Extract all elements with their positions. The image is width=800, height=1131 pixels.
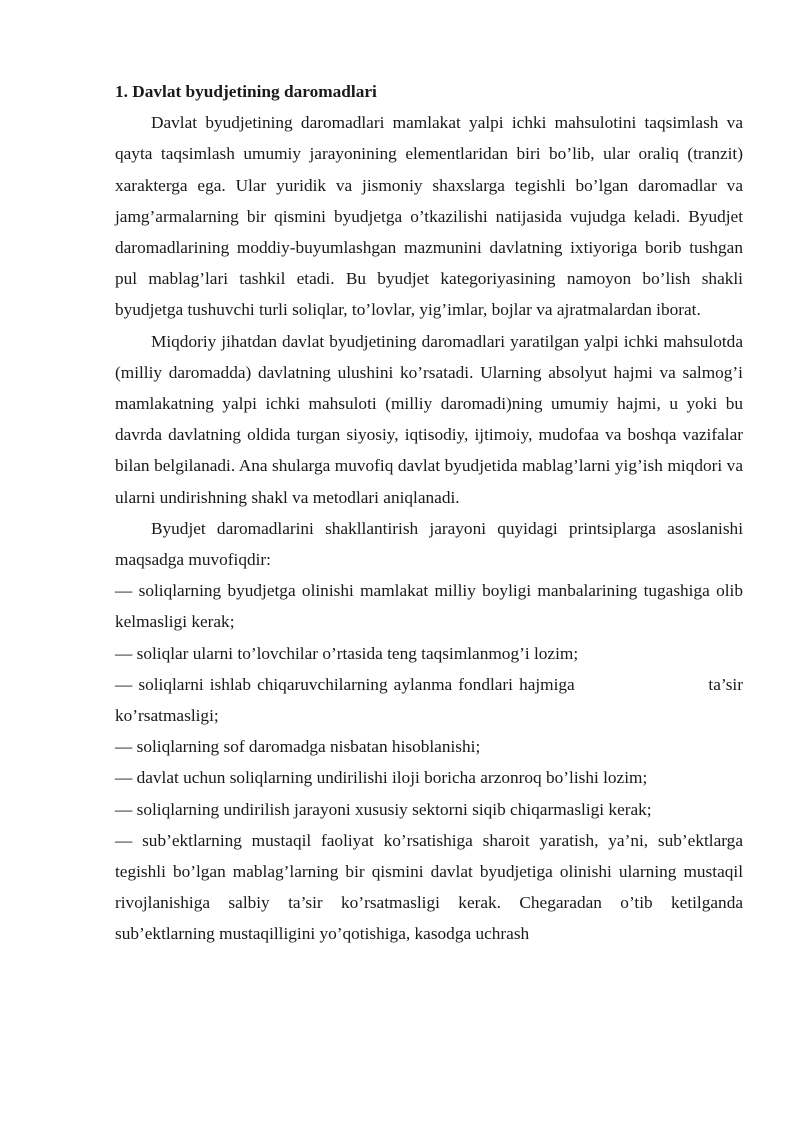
list-item: — davlat uchun soliqlarning undirilishi iloji boricha arzonroq bo’lishi lozim; [115,768,648,788]
paragraph-quantitative-aspect: Miqdoriy jihatdan davlat byudjetining daromadlari yaratilgan yalpi ichki mahsulotda (milliy daromadda) davlatning ulushini ko’rsatadi. Ularning absolyut hajmi va salmog’i mamlakatning yalpi ichki mahsuloti (milliy daromadi)ning umumiy hajmi, u yoki bu davrda davlatning oldida turgan siyosiy, iqtisodiy, ijtimoiy, mudofaa va boshqa vazifalar bilan belgilanadi. Ana shularga muvofiq davlat byudjetida mablag’larni yig’ish miqdori va ularni undirishning shakl va metodlari aniqlanadi. [115,331,743,507]
list-item: — soliqlarning sof daromadga nisbatan hisoblanishi; [115,737,481,757]
list-item: — soliqlarning undirilish jarayoni xususiy sektorni siqib chiqarmasligi kerak; [115,799,652,819]
document-page [115,76,748,950]
list-item: — sub’ektlarning mustaqil faoliyat ko’rsatishiga sharoit yaratish, ya’ni, sub’ektlarga tegishli bo’lgan mablag’larning bir qismini davlat byudjetiga olinishi ularning mustaqil rivojlanishiga salbiy ta’sir ko’rsatmasligi kerak. Chegaradan o’tib ketilganda sub’ektlarning mustaqilligini yo’qotishiga, kasodga uchrash [115,830,743,944]
list-item: — soliqlar ularni to’lovchilar o’rtasida teng taqsimlanmog’i lozim; [115,643,579,663]
list-item: — soliqlarni ishlab chiqaruvchilarning aylanma fondlari hajmiga ta’sir ko’rsatmasligi; [115,674,748,726]
paragraph-principles-intro: Byudjet daromadlarini shakllantirish jarayoni quyidagi printsiplarga asoslanishi maqsadga muvofiqdir: [115,518,743,570]
paragraph-budget-revenues: Davlat byudjetining daromadlari mamlakat yalpi ichki mahsulotini taqsimlash va qayta taqsimlash umumiy jarayonining elementlaridan biri bo’lib, ular oraliq (tranzit) xarakterga ega. Ular yuridik va jismoniy shaxslarga tegishli bo’lgan daromadlar va jamg’armalarning bir qismini byudjetga o’tkazilishi natijasida vujudga keladi. Byudjet daromadlarining moddiy-buyumlashgan mazmunini davlatning ixtiyoriga borib tushgan pul mablag’lari tashkil etadi. Bu byudjet kategoriyasining namoyon bo’lish shakli byudjetga tushuvchi turli soliqlar, to’lovlar, yig’imlar, bojlar va ajratmalardan iborat. [115,113,743,320]
section-heading: 1. Davlat byudjetining daromadlari [115,82,377,101]
list-item: — soliqlarning byudjetga olinishi mamlakat milliy boyligi manbalarining tugashiga olib kelmasligi kerak; [115,581,743,632]
